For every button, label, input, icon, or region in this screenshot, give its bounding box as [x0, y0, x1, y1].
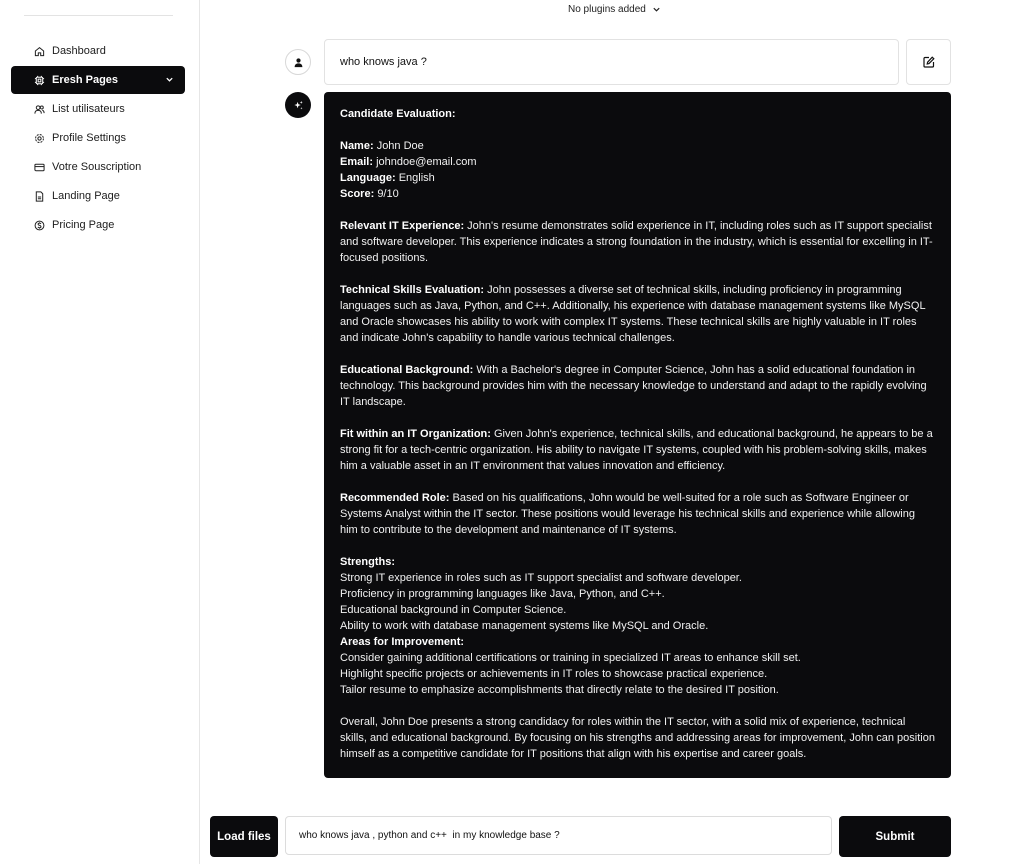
sidebar-item-label: Landing Page	[52, 190, 120, 202]
section-experience: Relevant IT Experience: John's resume demonstrates solid experience in IT, including roles such as IT support specialist and software developer. This experience indicates a strong foundation in the industry, which is essential for excelling in IT-focused positions.	[340, 220, 933, 264]
query-input[interactable]	[285, 816, 832, 855]
assistant-avatar	[285, 92, 311, 118]
improvement-heading: Areas for Improvement:	[340, 636, 465, 648]
sidebar-divider	[24, 15, 173, 16]
section-role: Recommended Role: Based on his qualifications, John would be well-suited for a role such as Software Engineer or Systems Analyst within the IT sector. These positions would leverage his technical skills and experience while allowing him to contribute to the development and maintenance of IT systems.	[340, 492, 915, 536]
sidebar-item-list-utilisateurs[interactable]	[11, 95, 185, 123]
plugins-label: No plugins added	[568, 3, 646, 15]
user-message	[324, 39, 899, 85]
strength-item: Educational background in Computer Science.	[340, 604, 567, 616]
sidebar-item-label: Dashboard	[52, 45, 106, 57]
sidebar-item-pricing-page[interactable]	[11, 211, 185, 239]
strength-item: Strong IT experience in roles such as IT support specialist and software developer.	[340, 572, 742, 584]
sidebar-item-label: Profile Settings	[52, 132, 126, 144]
section-skills: Technical Skills Evaluation: John possesses a diverse set of technical skills, including proficiency in programming languages such as Java, Python, and C++. Additionally, his experience with database management systems like MySQL and Oracle showcases his ability to work with complex IT systems. These technical skills are highly valuable in IT roles and indicate John's capability to handle various technical challenges.	[340, 284, 926, 344]
assistant-message	[324, 92, 951, 778]
home-icon	[33, 45, 45, 57]
sidebar-item-label: Votre Souscription	[52, 161, 142, 173]
sidebar-item-label: Eresh Pages	[52, 74, 119, 86]
chip-icon	[33, 74, 45, 86]
sidebar-item-landing-page[interactable]	[11, 182, 185, 210]
sidebar-item-label: Pricing Page	[52, 219, 115, 231]
strength-item: Ability to work with database management systems like MySQL and Oracle.	[340, 620, 709, 632]
user-avatar	[285, 49, 311, 75]
sidebar	[0, 0, 200, 864]
chevron-down-icon	[652, 5, 661, 14]
response-title: Candidate Evaluation:	[340, 108, 456, 120]
edit-icon	[923, 56, 935, 68]
gear-icon	[33, 132, 45, 144]
users-icon	[33, 103, 45, 115]
sidebar-item-dashboard[interactable]	[11, 37, 185, 65]
section-overall: Overall, John Doe presents a strong candidacy for roles within the IT sector, with a solid mix of experience, technical skills, and educational background. By focusing on his strengths and addressing areas for improvement, John can position himself as a competitive candidate for IT positions that align with his expertise and career goals.	[340, 716, 935, 760]
submit-button[interactable]: Submit	[839, 816, 951, 857]
candidate-score: Score: 9/10	[340, 188, 399, 200]
strength-item: Proficiency in programming languages like Java, Python, and C++.	[340, 588, 665, 600]
candidate-language: Language: English	[340, 172, 435, 184]
sidebar-item-label: List utilisateurs	[52, 103, 125, 115]
sidebar-item-eresh-pages[interactable]	[11, 66, 185, 94]
improvement-item: Highlight specific projects or achievements in IT roles to showcase practical experience.	[340, 668, 768, 680]
improvement-item: Tailor resume to emphasize accomplishments that directly relate to the desired IT position.	[340, 684, 779, 696]
plugins-dropdown[interactable]	[568, 2, 661, 16]
chevron-down-icon[interactable]	[165, 75, 175, 85]
sidebar-nav	[11, 37, 185, 240]
section-education: Educational Background: With a Bachelor's degree in Computer Science, John has a solid educational foundation in technology. This background provides him with the necessary knowledge to understand and adapt to the rapidly evolving IT landscape.	[340, 364, 927, 408]
candidate-email: Email: johndoe@email.com	[340, 156, 477, 168]
improvement-item: Consider gaining additional certifications or training in specialized IT areas to enhance skill set.	[340, 652, 801, 664]
user-icon	[293, 57, 304, 68]
edit-message-button[interactable]	[906, 39, 951, 85]
dollar-circle-icon	[33, 219, 45, 231]
candidate-name: Name: John Doe	[340, 140, 424, 152]
file-icon	[33, 190, 45, 202]
sidebar-item-votre-souscription[interactable]	[11, 153, 185, 181]
credit-card-icon	[33, 161, 45, 173]
load-files-button[interactable]: Load files	[210, 816, 278, 857]
sidebar-item-profile-settings[interactable]	[11, 124, 185, 152]
user-message-text: who knows java ?	[340, 56, 427, 68]
strengths-heading: Strengths:	[340, 556, 395, 568]
section-fit: Fit within an IT Organization: Given John's experience, technical skills, and educational background, he appears to be a strong fit for a tech-centric organization. His ability to navigate IT systems, coupled with his problem-solving skills, makes him a valuable asset in an IT environment that values innovation and efficiency.	[340, 428, 933, 472]
sparkles-icon	[293, 100, 304, 111]
